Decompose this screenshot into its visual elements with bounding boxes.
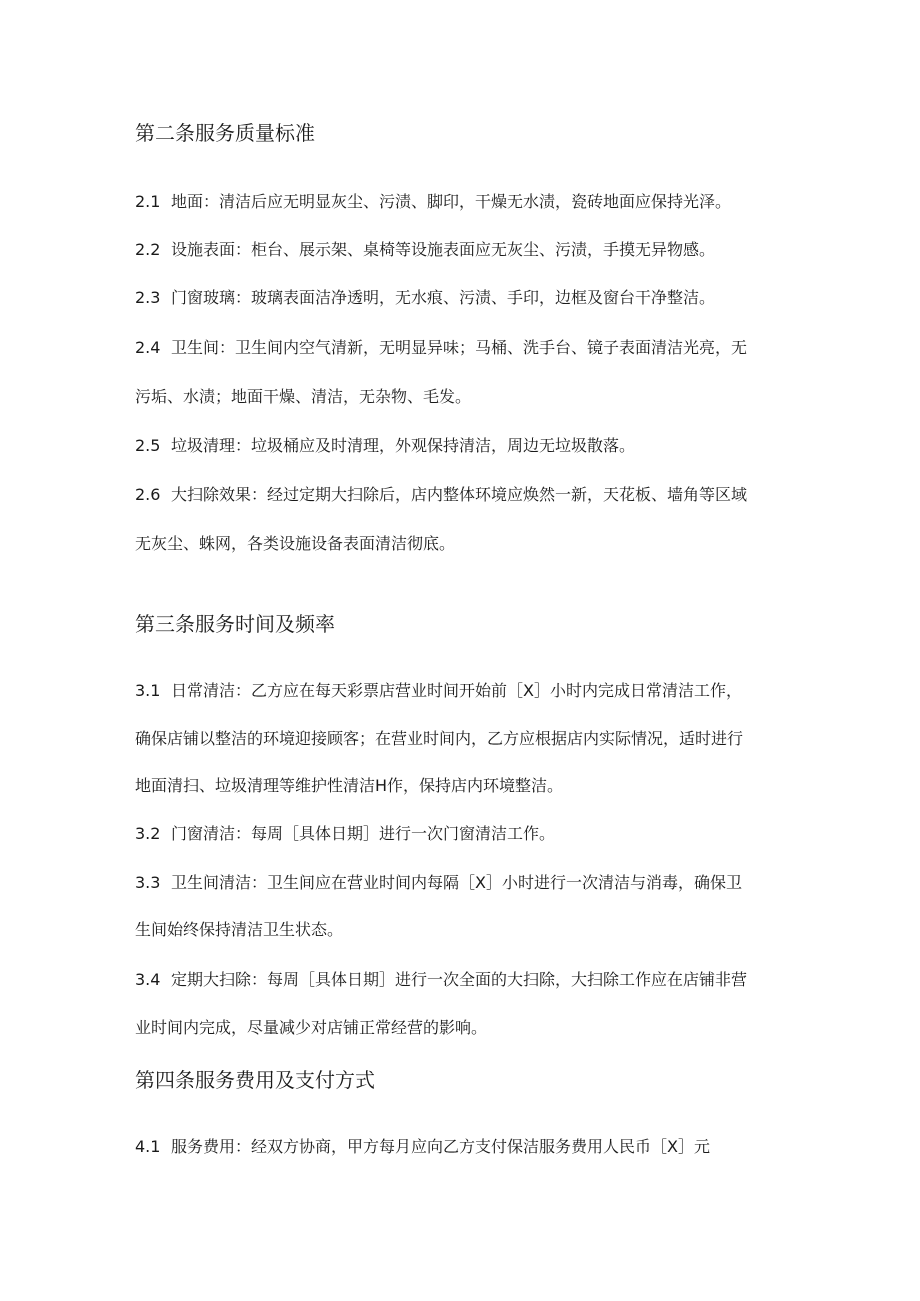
clause-number: 2.2 [135,240,161,259]
clause-2-6 [135,484,785,506]
clause-text-continued: 业时间内完成，尽量减少对店铺正常经营的影响。 [135,1018,488,1037]
clause-4-1 [135,1136,785,1158]
clause-number: 2.1 [135,192,161,211]
section-heading: 第三条服务时间及频率 [135,612,335,636]
clause-3-4 [135,969,785,991]
clause-number: 3.2 [135,824,161,843]
clause-2-5 [135,435,785,457]
clause-2-1 [135,191,785,213]
clause-text: 日常清洁：乙方应在每天彩票店营业时间开始前［X］小时内完成日常清洁工作， [171,681,742,700]
clause-text: 定期大扫除：每周［具体日期］进行一次全面的大扫除，大扫除工作应在店铺非营 [171,970,748,989]
section-heading: 第二条服务质量标准 [135,121,315,145]
clause-3-1 [135,680,785,702]
clause-text: 服务费用：经双方协商，甲方每月应向乙方支付保洁服务费用人民币［X］元 [171,1137,710,1156]
clause-3-3 [135,872,785,894]
clause-number: 4.1 [135,1137,161,1156]
clause-text-continued: 生间始终保持清洁卫生状态。 [135,920,344,939]
clause-2-4 [135,337,785,359]
clause-number: 3.3 [135,873,161,892]
clause-text-continued: 地面清扫、垃圾清理等维护性清洁H作，保持店内环境整洁。 [135,776,564,795]
clause-text: 设施表面：柜台、展示架、桌椅等设施表面应无灰尘、污渍，手摸无异物感。 [171,240,716,259]
clause-text: 门窗玻璃：玻璃表面洁净透明，无水痕、污渍、手印，边框及窗台干净整洁。 [171,288,716,307]
clause-number: 2.4 [135,338,161,357]
clause-text: 门窗清洁：每周［具体日期］进行一次门窗清洁工作。 [171,824,556,843]
clause-text-continued: 确保店铺以整洁的环境迎接顾客；在营业时间内，乙方应根据店内实际情况，适时进行 [135,729,744,748]
clause-text-continued: 无灰尘、蛛网，各类设施设备表面清洁彻底。 [135,534,456,553]
clause-number: 3.1 [135,681,161,700]
clause-number: 2.5 [135,436,161,455]
clause-text: 卫生间清洁：卫生间应在营业时间内每隔［X］小时进行一次清洁与消毒，确保卫 [171,873,742,892]
clause-text: 大扫除效果：经过定期大扫除后，店内整体环境应焕然一新，天花板、墙角等区域 [171,485,748,504]
clause-text: 垃圾清理：垃圾桶应及时清理，外观保持清洁，周边无垃圾散落。 [171,436,636,455]
clause-number: 3.4 [135,970,161,989]
clause-text: 地面：清洁后应无明显灰尘、污渍、脚印，干燥无水渍，瓷砖地面应保持光泽。 [171,192,732,211]
clause-text-continued: 污垢、水渍；地面干燥、清洁，无杂物、毛发。 [135,387,472,406]
clause-2-2 [135,239,785,261]
clause-number: 2.3 [135,288,161,307]
clause-2-3 [135,287,785,309]
clause-text: 卫生间：卫生间内空气清新，无明显异味；马桶、洗手台、镜子表面清洁光亮，无 [171,338,748,357]
section-heading: 第四条服务费用及支付方式 [135,1068,375,1092]
clause-number: 2.6 [135,485,161,504]
clause-3-2 [135,823,785,845]
